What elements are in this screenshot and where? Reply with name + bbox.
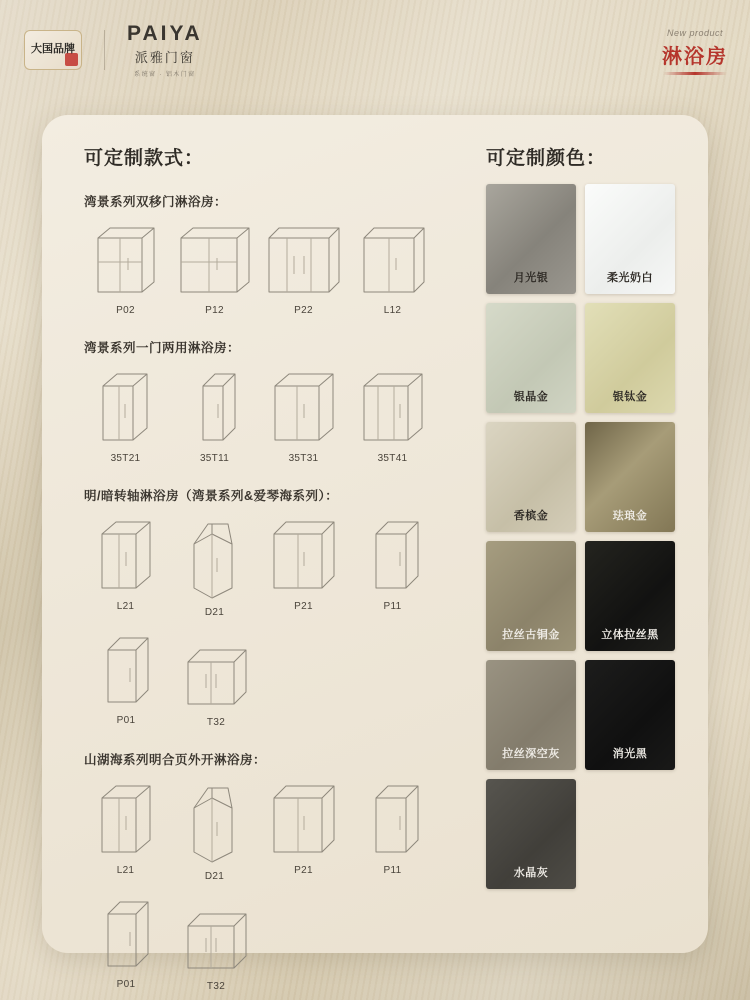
model-code-label: L12	[383, 305, 402, 316]
group-title: 山湖海系列明合页外开淋浴房：	[84, 753, 267, 767]
shower-cabin-icon	[178, 890, 254, 978]
shower-cabin-icon	[360, 776, 426, 862]
model-item-p12[interactable]	[173, 218, 256, 316]
shower-cabin-icon	[356, 218, 430, 302]
model-item-p22[interactable]	[262, 218, 345, 316]
model-item-t32[interactable]	[174, 890, 258, 992]
color-swatch[interactable]	[486, 422, 576, 532]
page-header	[0, 0, 750, 100]
model-item-p11[interactable]	[351, 776, 434, 882]
shower-cabin-icon	[94, 890, 158, 976]
shower-cabin-icon	[175, 218, 255, 302]
shower-cabin-icon	[92, 776, 160, 862]
color-swatch[interactable]	[585, 184, 675, 294]
colors-title: 可定制颜色：	[486, 148, 607, 169]
model-code-label: T32	[206, 717, 226, 728]
model-code-label: P21	[294, 601, 313, 612]
new-product-label-en: New product	[666, 28, 724, 38]
model-item-p21[interactable]	[262, 776, 345, 882]
model-row	[84, 218, 434, 316]
color-name-label: 拉丝深空灰	[502, 748, 560, 760]
brand-left	[24, 22, 203, 78]
styles-title: 可定制款式：	[84, 148, 205, 169]
model-item-35t11[interactable]	[173, 364, 256, 464]
model-code-label: P11	[383, 865, 402, 876]
model-code-label: P02	[116, 305, 135, 316]
model-item-35t21[interactable]	[84, 364, 167, 464]
header-divider	[104, 30, 105, 70]
color-swatch[interactable]	[585, 303, 675, 413]
color-swatch[interactable]	[585, 541, 675, 651]
brand-tagline: 系统窗 · 铝木门窗	[134, 72, 196, 78]
model-item-35t41[interactable]	[351, 364, 434, 464]
group-title: 明/暗转轴淋浴房（湾景系列&爱琴海系列）：	[84, 489, 339, 503]
model-code-label: P01	[116, 979, 136, 990]
model-item-35t31[interactable]	[262, 364, 345, 464]
model-code-label: P12	[205, 305, 224, 316]
shower-cabin-icon	[183, 364, 247, 450]
model-code-label: D21	[204, 607, 225, 618]
group-title: 湾景系列双移门淋浴房：	[84, 195, 228, 209]
underline-accent	[663, 72, 727, 75]
content-card	[42, 115, 708, 992]
shower-cabin-icon	[267, 364, 341, 450]
color-swatch[interactable]	[585, 660, 675, 770]
shower-cabin-icon	[263, 218, 345, 302]
national-brand-seal	[24, 30, 82, 70]
styles-column	[84, 143, 434, 992]
model-code-label: 35T31	[288, 453, 319, 464]
color-swatch[interactable]	[486, 184, 576, 294]
shower-cabin-icon	[184, 776, 246, 868]
color-name-label: 水晶灰	[513, 867, 549, 879]
shower-cabin-icon	[178, 626, 254, 714]
model-code-label: D21	[204, 871, 225, 882]
color-name-label: 消光黑	[612, 748, 648, 760]
model-item-l21[interactable]	[84, 512, 167, 618]
model-code-label: 35T41	[377, 453, 408, 464]
shower-cabin-icon	[266, 776, 342, 862]
color-swatch-grid	[486, 184, 676, 889]
model-code-label: T32	[206, 981, 226, 992]
color-name-label: 香槟金	[513, 510, 549, 522]
color-name-label: 银钛金	[612, 391, 648, 403]
color-swatch[interactable]	[486, 779, 576, 889]
model-item-p11[interactable]	[351, 512, 434, 618]
model-code-label: P21	[294, 865, 313, 876]
shower-cabin-icon	[93, 364, 159, 450]
brand-name-en: PAIYA	[127, 22, 203, 45]
shower-cabin-icon	[90, 218, 162, 302]
styles-groups	[84, 192, 434, 992]
new-product-label-cn: 淋浴房	[662, 46, 728, 68]
color-name-label: 柔光奶白	[607, 272, 653, 284]
model-code-label: 35T11	[199, 453, 230, 464]
model-item-p01[interactable]	[84, 890, 168, 992]
color-swatch[interactable]	[585, 422, 675, 532]
color-name-label: 拉丝古铜金	[502, 629, 560, 641]
model-code-label: L21	[116, 865, 135, 876]
shower-cabin-icon	[360, 512, 426, 598]
model-row	[84, 890, 434, 992]
group-title: 湾景系列一门两用淋浴房：	[84, 341, 241, 355]
color-swatch[interactable]	[486, 303, 576, 413]
model-item-l21[interactable]	[84, 776, 167, 882]
shower-cabin-icon	[184, 512, 246, 604]
model-code-label: P22	[294, 305, 313, 316]
brand-name-cn: 派雅门窗	[134, 50, 195, 65]
shower-cabin-icon	[92, 512, 160, 598]
model-item-l12[interactable]	[351, 218, 434, 316]
new-product-badge	[662, 28, 728, 75]
model-code-label: P01	[116, 715, 136, 726]
model-item-p01[interactable]	[84, 626, 168, 728]
color-name-label: 月光银	[513, 272, 549, 284]
color-name-label: 银晶金	[513, 391, 549, 403]
model-row	[84, 776, 434, 882]
model-row	[84, 364, 434, 464]
shower-cabin-icon	[94, 626, 158, 712]
shower-cabin-icon	[266, 512, 342, 598]
model-item-t32[interactable]	[174, 626, 258, 728]
color-name-label: 立体拉丝黑	[601, 629, 659, 641]
model-code-label: L21	[116, 601, 135, 612]
model-code-label: 35T21	[110, 453, 141, 464]
seal-text: 大国品牌	[31, 43, 75, 56]
model-item-d21[interactable]	[173, 512, 256, 618]
color-swatch[interactable]	[486, 541, 576, 651]
shower-cabin-icon	[356, 364, 430, 450]
color-name-label: 珐琅金	[612, 510, 648, 522]
model-row	[84, 512, 434, 618]
model-code-label: P11	[383, 601, 402, 612]
model-row	[84, 626, 434, 728]
colors-column	[486, 143, 676, 889]
model-item-p21[interactable]	[262, 512, 345, 618]
color-swatch[interactable]	[486, 660, 576, 770]
model-item-d21[interactable]	[173, 776, 256, 882]
model-item-p02[interactable]	[84, 218, 167, 316]
brand-logo	[127, 22, 203, 78]
